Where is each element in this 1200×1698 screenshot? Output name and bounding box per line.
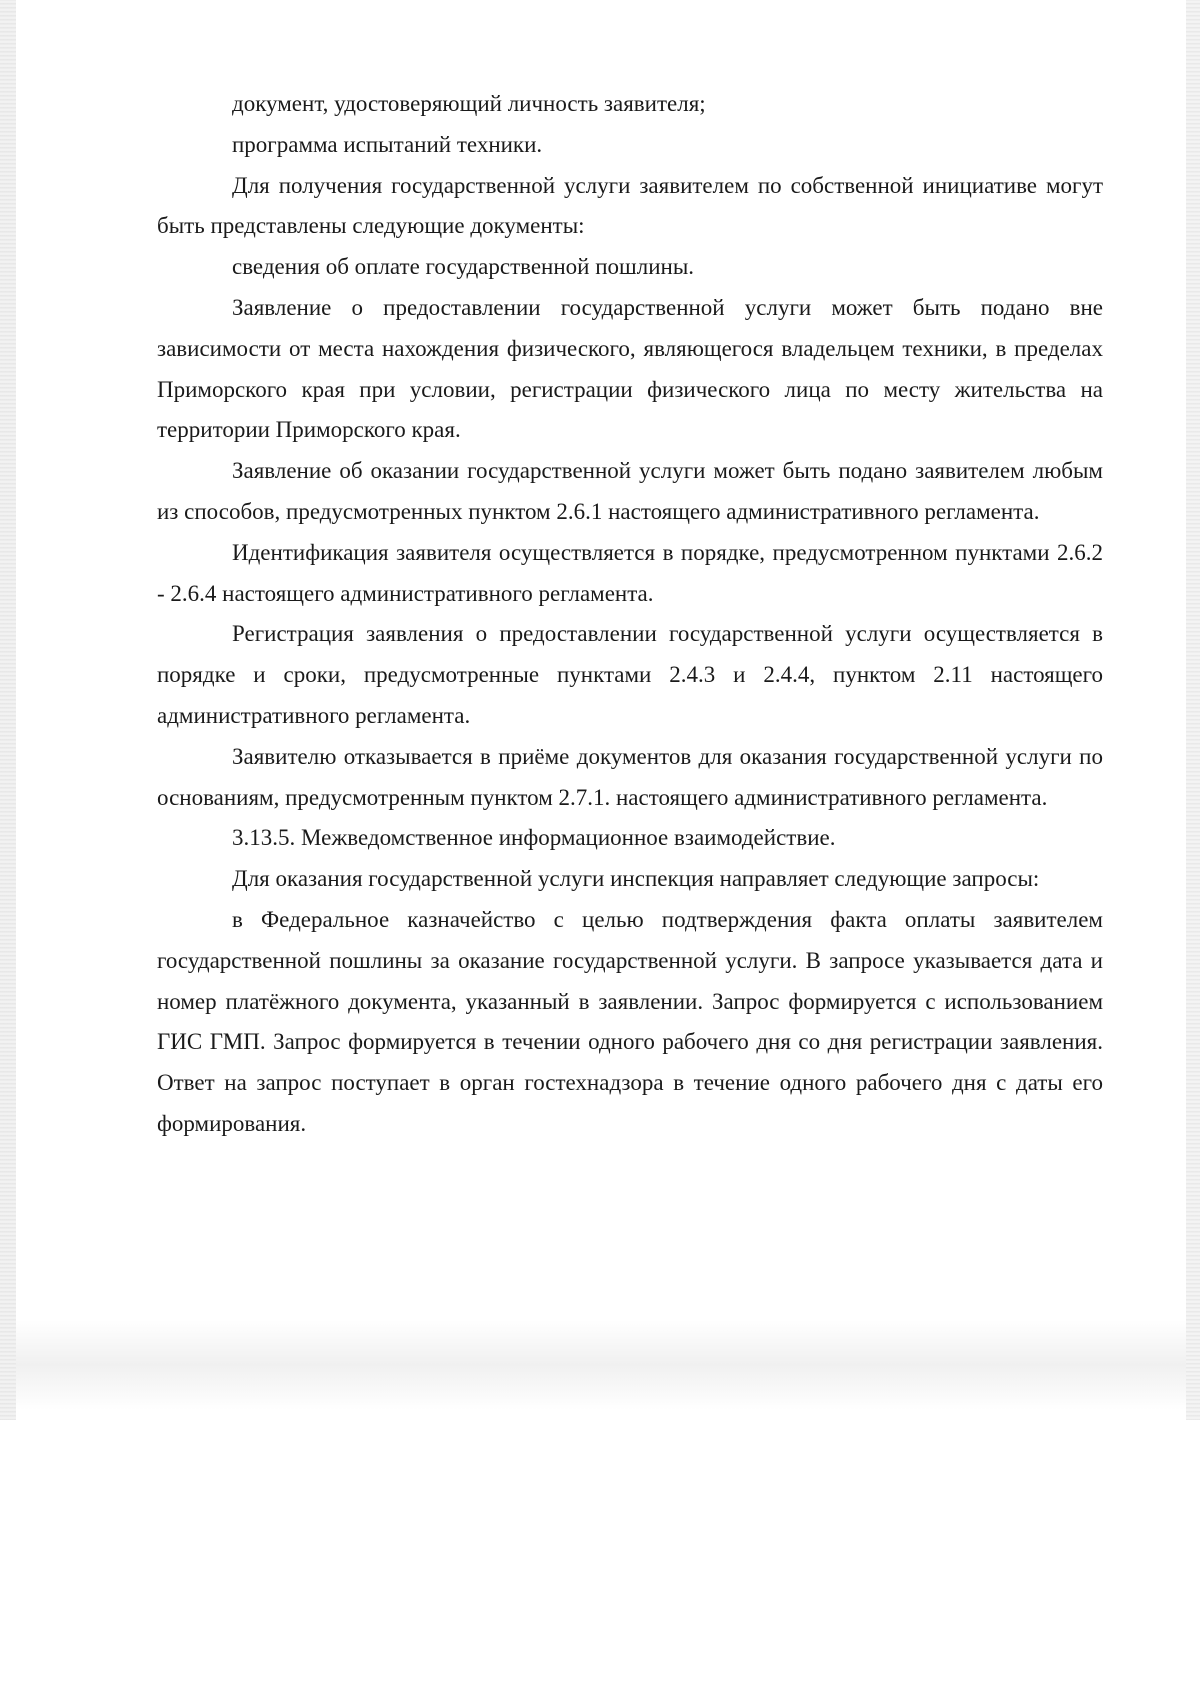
paragraph: Для получения государственной услуги заявителем по собственной инициативе могут быть представлены следующие документы: — [157, 172, 1103, 239]
paragraph: Заявление об оказании государственной услуги может быть подано заявителем любым из способов, предусмотренных пунктом 2.6.1 настоящего административного регламента. — [157, 458, 1103, 524]
paragraph: документ, удостоверяющий личность заявителя; — [232, 91, 706, 116]
paragraph: в Федеральное казначейство с целью подтверждения факта оплаты заявителем государственной пошлины за оказание государственной услуги. В запросе указывается дата и номер платёжного документа, указанный в заявлении. Запрос формируется с использованием ГИС ГМП. Запрос формируется в течении одного рабочего дня со дня регистрации заявления. Ответ на запрос поступает в орган гостехнадзора в течение одного рабочего дня с даты его формирования. — [157, 906, 1103, 1136]
paragraph: Для оказания государственной услуги инспекция направляет следующие запросы: — [232, 866, 1040, 892]
paragraph: сведения об оплате государственной пошлины. — [232, 254, 695, 280]
section-heading: 3.13.5. Межведомственное информационное взаимодействие. — [232, 825, 836, 851]
paragraph: программа испытаний техники. — [232, 131, 543, 157]
scan-edge-right — [1186, 0, 1200, 1420]
paragraph: Идентификация заявителя осуществляется в порядке, предусмотренном пунктами 2.6.2 - 2.6.4 настоящего административного регламента. — [157, 539, 1103, 606]
paragraph: Заявителю отказывается в приёме документов для оказания государственной услуги по основаниям, предусмотренным пунктом 2.7.1. настоящего административного регламента. — [157, 743, 1103, 810]
paragraph: Регистрация заявления о предоставлении государственной услуги осуществляется в порядке и сроки, предусмотренные пунктами 2.4.3 и 2.4.4, пунктом 2.11 настоящего административного регламента. — [157, 621, 1103, 728]
scan-edge-left — [0, 0, 16, 1420]
document-body — [157, 84, 1103, 1145]
paragraph: Заявление о предоставлении государственной услуги может быть подано вне зависимости от места нахождения физического, являющегося владельцем техники, в пределах Приморского края при условии, регистрации физического лица по месту жительства на территории Приморского края. — [157, 294, 1103, 443]
scan-shade — [16, 1320, 1186, 1410]
